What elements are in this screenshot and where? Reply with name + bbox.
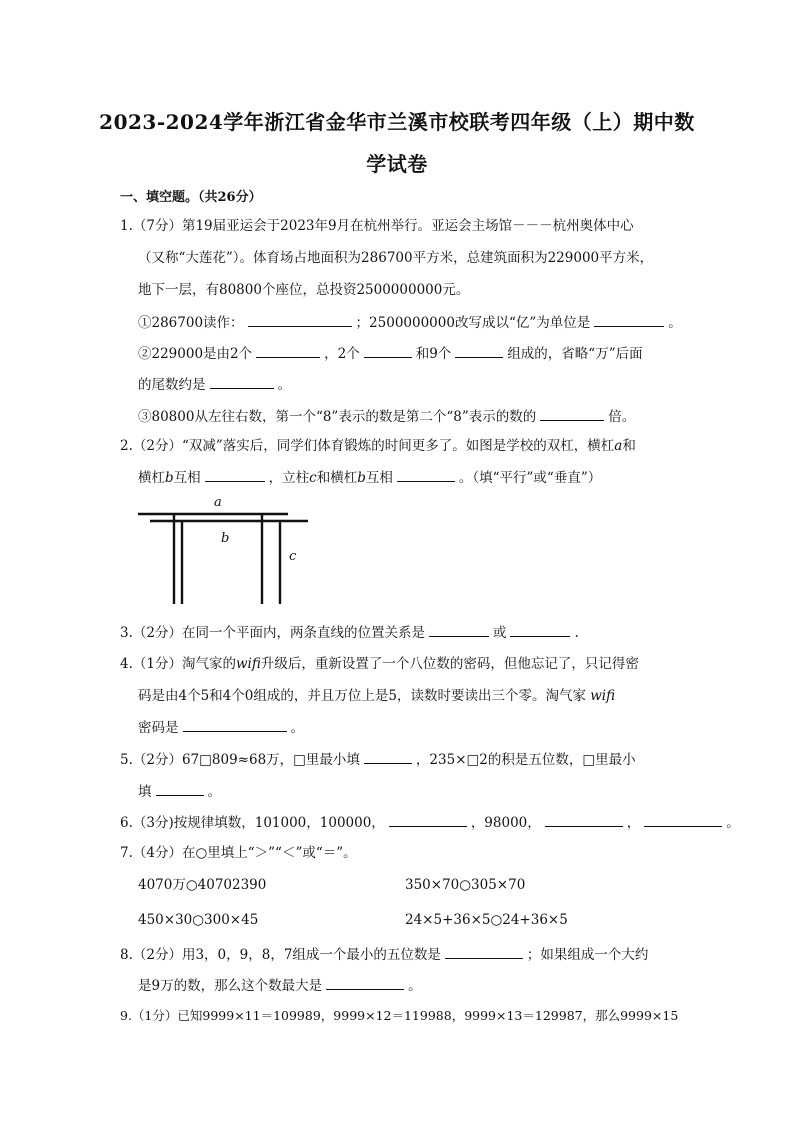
- q4-text3: 码是由4个5和4个0组成的，并且万位上是5，读数时要读出三个零。淘气家: [138, 688, 586, 704]
- section-heading: 一、填空题。（共26分）: [120, 190, 262, 205]
- answer-blank[interactable]: [205, 467, 265, 482]
- q1-sub1-end: 。: [668, 315, 682, 331]
- q5-line2: [138, 781, 221, 802]
- q8-line2: [138, 975, 422, 996]
- q2-text3: 互相: [173, 470, 201, 486]
- q1-sub3-text: ③80800从左往右数，第一个“8”表示的数是第二个“8”表示的数的: [138, 409, 537, 425]
- q8-text: 8.（2分）用3，0，9，8，7组成一个最小的五位数是: [120, 947, 441, 963]
- q1-sub2-end: 。: [277, 377, 291, 393]
- q2-text5: 和横杠: [316, 470, 358, 486]
- q1-sub2-cont: [138, 374, 291, 395]
- exam-title-line2: 学试卷: [366, 152, 428, 176]
- q1-sub1-text: ①286700读作：: [138, 315, 244, 331]
- q2-text6: 互相: [365, 470, 393, 486]
- q2-text7: 。（填“平行”或“垂直”）: [458, 470, 602, 486]
- answer-blank[interactable]: [364, 749, 412, 764]
- answer-blank[interactable]: [644, 812, 722, 827]
- q1-sub2-text4: 组成的，省略“万”后面: [507, 346, 643, 362]
- q6-line: [120, 812, 740, 833]
- q9-line1: 9.（1分）已知9999×11＝109989，9999×12＝119988，9999×13＝129987，那么9999×15: [120, 1008, 679, 1023]
- label-b: b: [221, 531, 230, 546]
- answer-blank[interactable]: [397, 467, 455, 482]
- var-c: c: [309, 470, 317, 486]
- q1-sub1-text2: ；2500000000改写成以“亿”为单位是: [355, 315, 591, 331]
- q6-end: 。: [726, 815, 740, 831]
- q3-line: [120, 622, 579, 643]
- answer-blank[interactable]: [455, 343, 503, 358]
- wifi-term: wifi: [235, 656, 261, 672]
- q4-line3: [138, 717, 304, 738]
- q1-sub2-text3: 和9个: [415, 346, 452, 362]
- q2-line1: [120, 436, 636, 456]
- answer-blank[interactable]: [594, 312, 664, 327]
- q4-text4: 密码是: [138, 720, 179, 736]
- q4-line1: [120, 654, 639, 674]
- q1-sub2-text2: ，2个: [324, 346, 360, 362]
- q7-head: 7.（4分）在○里填上“＞”“＜”或“＝”。: [120, 845, 357, 861]
- q1-sub3: [138, 406, 635, 427]
- answer-blank[interactable]: [256, 343, 320, 358]
- q1-sub2: [138, 343, 643, 364]
- answer-blank[interactable]: [540, 406, 604, 421]
- q4-text2: 升级后，重新设置了一个八位数的密码，但他忘记了，只记得密: [260, 656, 639, 672]
- q2-text: 2.（2分）“双减”落实后，同学们体育锻炼的时间更多了。如图是学校的双杠，横杠: [120, 438, 615, 454]
- answer-blank[interactable]: [545, 812, 623, 827]
- q2-text4: ，立柱: [268, 470, 310, 486]
- answer-blank[interactable]: [429, 622, 489, 637]
- q5-end: 。: [207, 784, 221, 800]
- q5-text3: 填: [138, 784, 152, 800]
- answer-blank[interactable]: [156, 781, 204, 796]
- answer-blank[interactable]: [510, 622, 570, 637]
- exam-title-line1: 2023-2024学年浙江省金华市兰溪市校联考四年级（上）期中数: [99, 110, 695, 134]
- label-a: a: [214, 495, 222, 510]
- q1-line1: 1.（7分）第19届亚运会于2023年9月在杭州举行。亚运会主场馆－－－杭州奥体中心: [120, 218, 634, 234]
- q3-end: .: [574, 625, 579, 641]
- q1-sub1: [138, 312, 682, 333]
- q1-sub3-end: 倍。: [608, 409, 636, 425]
- answer-blank[interactable]: [326, 975, 404, 990]
- q8-end: 。: [408, 978, 422, 994]
- q5-line1: [120, 749, 636, 770]
- var-a: a: [614, 438, 623, 454]
- q7-compare-4: 24×5+36×5○24+36×5: [405, 912, 568, 928]
- q7-compare-3: 450×30○300×45: [138, 912, 259, 928]
- q2-line2: [138, 467, 601, 488]
- answer-blank[interactable]: [389, 812, 467, 827]
- q4-line2: [138, 686, 615, 706]
- answer-blank[interactable]: [183, 717, 287, 732]
- q4-end: 。: [290, 720, 304, 736]
- q2-text-end: 和: [622, 438, 636, 454]
- q6-text: 6.（3分)按规律填数，101000，100000，: [120, 815, 385, 831]
- var-b: b: [357, 470, 366, 486]
- q4-text: 4.（1分）淘气家的: [120, 656, 236, 672]
- answer-blank[interactable]: [248, 312, 352, 327]
- q7-compare-2: 350×70○305×70: [405, 877, 526, 893]
- q5-text2: ，235×□2的积是五位数，□里最小: [415, 752, 636, 768]
- q2-text2: 横杠: [138, 470, 165, 486]
- q3-text: 3.（2分）在同一个平面内，两条直线的位置关系是: [120, 625, 425, 641]
- var-b: b: [165, 470, 174, 486]
- q1-line2: （又称“大莲花”）。体育场占地面积为286700平方米，总建筑面积为229000平方米，: [138, 250, 654, 266]
- q6-text2: ，98000，: [470, 815, 541, 831]
- q1-line3: 地下一层，有80800个座位，总投资2500000000元。: [138, 282, 470, 298]
- q8-line1: [120, 944, 648, 965]
- q5-text: 5.（2分）67□809≈68万，□里最小填: [120, 752, 360, 768]
- q1-sub2-text5: 的尾数约是: [138, 377, 206, 393]
- answer-blank[interactable]: [445, 944, 523, 959]
- label-c: c: [289, 549, 297, 564]
- q1-sub2-text: ②229000是由2个: [138, 346, 253, 362]
- parallel-bars-diagram: [130, 492, 330, 612]
- q8-text2: ；如果组成一个大约: [526, 947, 649, 963]
- answer-blank[interactable]: [364, 343, 412, 358]
- q6-text3: ，: [626, 815, 641, 831]
- q3-text2: 或: [492, 625, 507, 641]
- q7-compare-1: 4070万○40702390: [138, 877, 267, 893]
- q8-text3: 是9万的数，那么这个数最大是: [138, 978, 323, 994]
- answer-blank[interactable]: [210, 374, 274, 389]
- wifi-term: wifi: [590, 688, 616, 704]
